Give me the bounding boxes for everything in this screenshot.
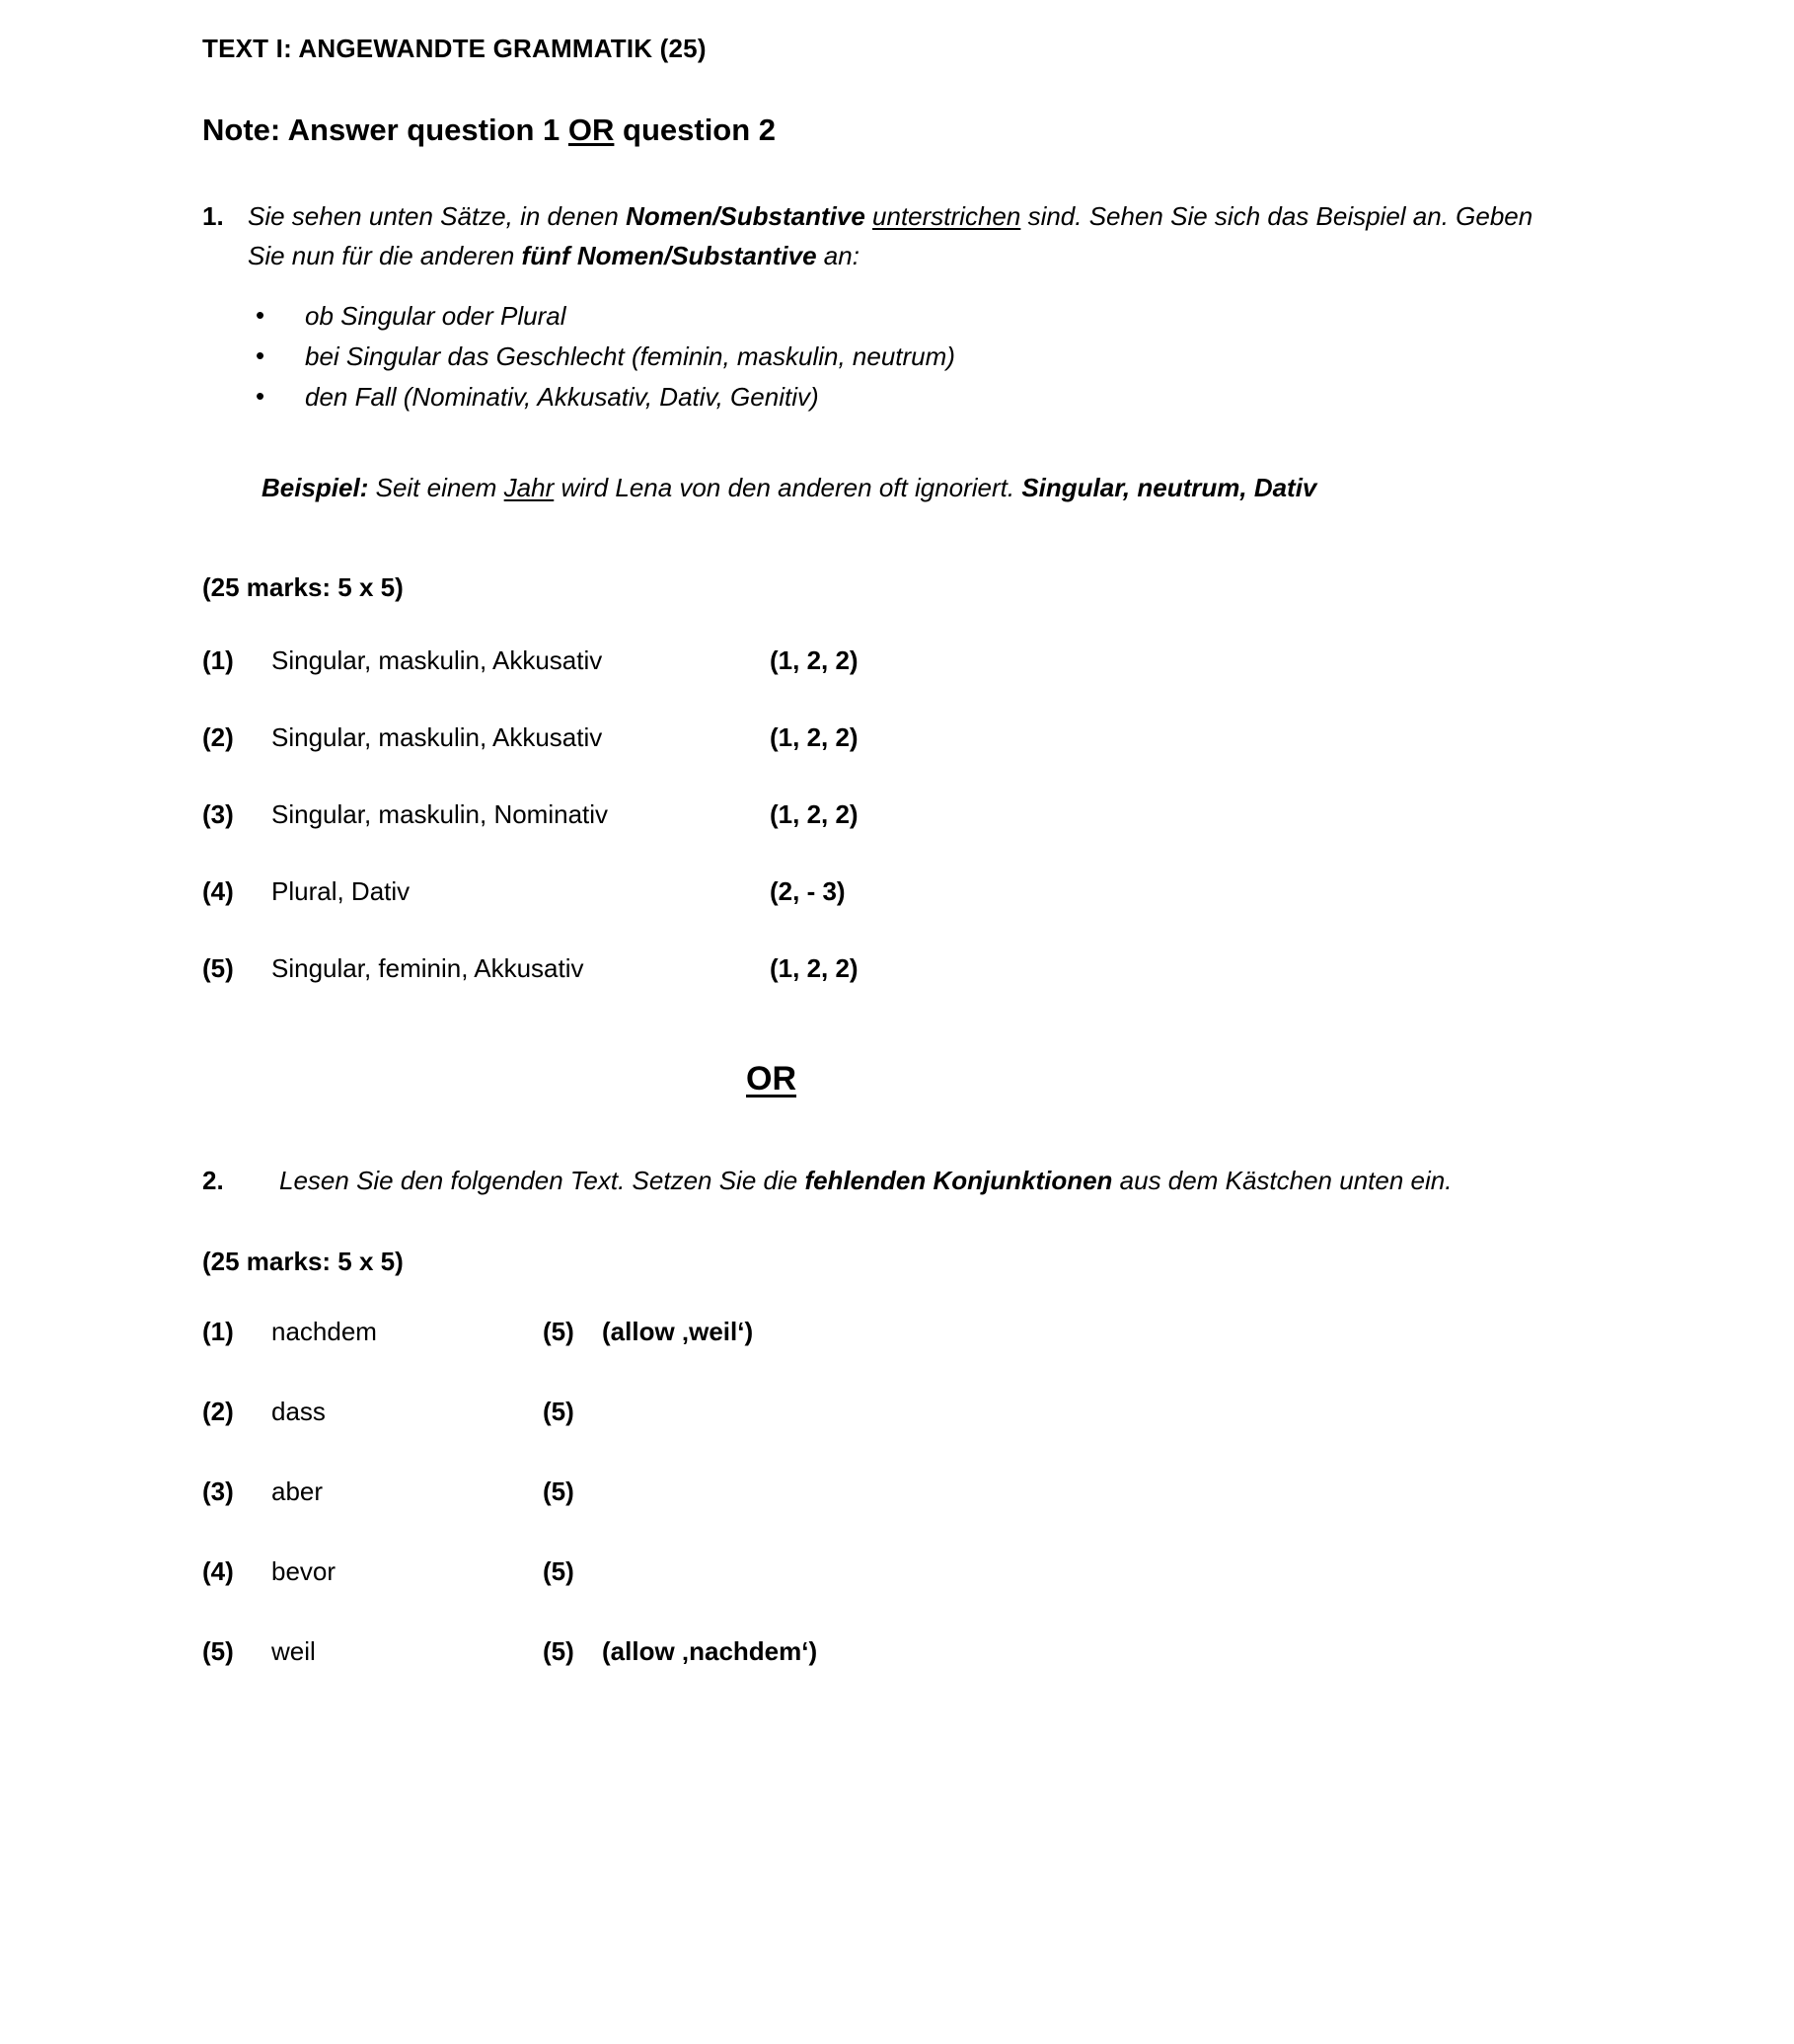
example-underlined-noun: Jahr xyxy=(503,472,555,502)
answer-marks: (1, 2, 2) xyxy=(770,721,859,752)
question-1-intro-block xyxy=(202,196,1676,276)
answer-marks: (5) xyxy=(543,1555,574,1586)
q1-intro-space xyxy=(865,201,872,231)
answer-word: weil xyxy=(271,1635,316,1666)
answer-marks: (1, 2, 2) xyxy=(770,644,859,675)
answer-index: (2) xyxy=(202,1396,234,1426)
q2-intro-part1: Lesen Sie den folgenden Text. Setzen Sie die xyxy=(279,1165,805,1195)
answer-marks: (5) xyxy=(543,1396,574,1426)
document-header-title: TEXT I: ANGEWANDTE GRAMMATIK (25) xyxy=(202,34,707,63)
question-2-answer-list xyxy=(202,1317,1676,1716)
answer-index: (2) xyxy=(202,721,234,752)
answer-word: bevor xyxy=(271,1555,336,1586)
table-row xyxy=(202,1317,1676,1397)
question-1-instruction xyxy=(248,196,1575,276)
q1-intro-part3: sind. Sehen Sie sich das Beispiel an. Geben Sie nun für die anderen xyxy=(248,200,1533,271)
table-row xyxy=(202,645,1676,722)
answer-text: Singular, maskulin, Nominativ xyxy=(271,798,609,829)
answer-text: Singular, feminin, Akkusativ xyxy=(271,952,584,983)
answer-marks: (1, 2, 2) xyxy=(770,952,859,983)
answer-index: (4) xyxy=(202,1555,234,1586)
example-label: Beispiel: xyxy=(262,472,369,502)
table-row xyxy=(202,1476,1676,1556)
q1-intro-part4: an: xyxy=(816,241,860,271)
q1-intro-underlined-unterstrichen: unterstrichen xyxy=(872,200,1021,231)
question-1-example-line xyxy=(262,469,1676,507)
question-1-bullet-list xyxy=(202,296,1676,417)
answer-index: (1) xyxy=(202,644,234,675)
answer-text: Plural, Dativ xyxy=(271,875,411,906)
table-row xyxy=(202,1636,1676,1716)
note-text-before: Note: Answer question 1 xyxy=(202,113,568,148)
answer-allow-note: (allow ‚weil‘) xyxy=(602,1316,754,1346)
answer-word: nachdem xyxy=(271,1316,377,1346)
q2-intro-bold-konjunktionen: fehlenden Konjunktionen xyxy=(804,1165,1113,1195)
example-sentence-part1: Seit einem xyxy=(368,472,504,502)
answer-index: (3) xyxy=(202,1476,234,1506)
answer-index: (5) xyxy=(202,1635,234,1666)
answer-marks: (5) xyxy=(543,1476,574,1506)
or-divider xyxy=(202,1060,1676,1098)
answer-index: (5) xyxy=(202,952,234,983)
q1-intro-bold-nomen: Nomen/Substantive xyxy=(626,200,865,231)
answer-text: Singular, maskulin, Akkusativ xyxy=(271,644,603,675)
answer-marks: (1, 2, 2) xyxy=(770,798,859,829)
answer-marks: (5) xyxy=(543,1635,574,1666)
answer-index: (4) xyxy=(202,875,234,906)
list-item: • bei Singular das Geschlecht (feminin, maskulin, neutrum) xyxy=(202,337,1676,377)
table-row xyxy=(202,799,1676,876)
list-item: • den Fall (Nominativ, Akkusativ, Dativ, Genitiv) xyxy=(202,377,1676,417)
table-row xyxy=(202,1397,1676,1476)
or-divider-label: OR xyxy=(746,1059,796,1098)
note-instruction xyxy=(202,112,1676,150)
question-2-instruction xyxy=(279,1162,1452,1200)
question-1-marks: (25 marks: 5 x 5) xyxy=(202,571,404,602)
example-answer: Singular, neutrum, Dativ xyxy=(1021,472,1317,502)
answer-allow-note: (allow ‚nachdem‘) xyxy=(602,1635,818,1666)
note-or-underlined: OR xyxy=(567,113,615,148)
question-2-marks: (25 marks: 5 x 5) xyxy=(202,1246,404,1276)
answer-word: aber xyxy=(271,1476,324,1506)
answer-marks: (2, - 3) xyxy=(770,875,846,906)
example-sentence-part2: wird Lena von den anderen oft ignoriert. xyxy=(554,472,1022,502)
answer-word: dass xyxy=(271,1396,326,1426)
list-item: • ob Singular oder Plural xyxy=(202,296,1676,337)
question-2-number: 2. xyxy=(202,1165,224,1195)
question-1-number: 1. xyxy=(202,200,224,231)
q2-intro-part2: aus dem Kästchen unten ein. xyxy=(1112,1165,1453,1195)
answer-text: Singular, maskulin, Akkusativ xyxy=(271,721,603,752)
answer-marks: (5) xyxy=(543,1316,574,1346)
q1-intro-bold-fuenf: fünf Nomen/Substantive xyxy=(521,241,817,271)
q1-intro-part1: Sie sehen unten Sätze, in denen xyxy=(248,200,627,231)
question-2-intro-block xyxy=(202,1162,1676,1200)
answer-index: (3) xyxy=(202,798,234,829)
table-row xyxy=(202,953,1676,1030)
table-row xyxy=(202,722,1676,799)
note-text-after: question 2 xyxy=(614,113,777,148)
question-1-answer-list xyxy=(202,645,1676,1030)
table-row xyxy=(202,876,1676,953)
answer-index: (1) xyxy=(202,1316,234,1346)
table-row xyxy=(202,1556,1676,1636)
